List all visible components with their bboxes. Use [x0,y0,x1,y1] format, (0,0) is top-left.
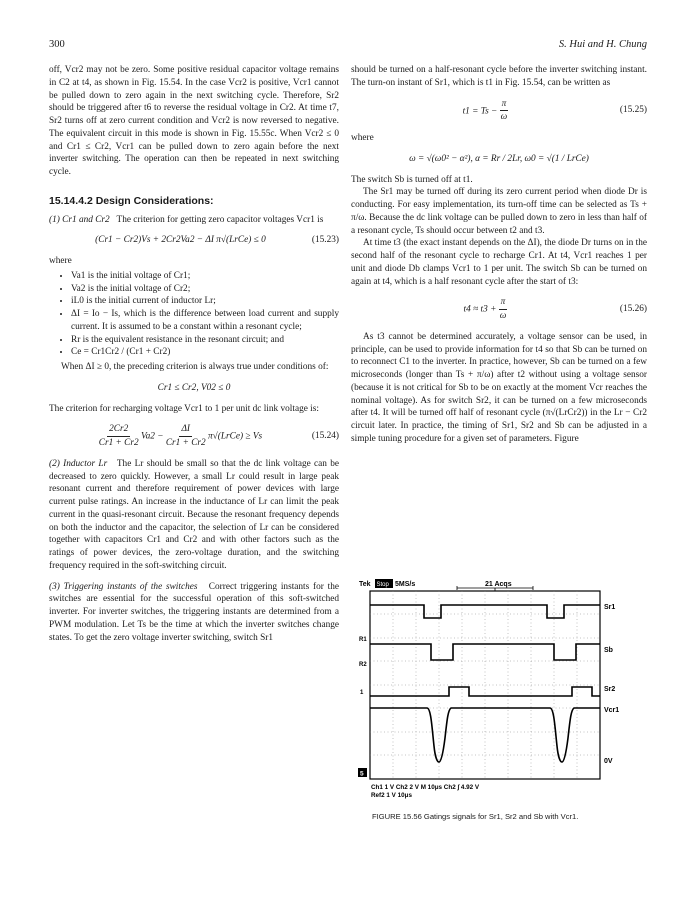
list-item: • Ce = Cr1Cr2 / (Cr1 + Cr2) [71,346,339,359]
symbol-list [49,270,339,359]
equation-body: ω = √(ω0² − α²), α = Rr / 2Lr, ω0 = √(1 / LrCe) [409,153,589,164]
where-label: where [49,256,72,266]
left-paragraph-5: (2) Inductor Lr The Lr should be small so that the dc link voltage can be decreased to zero quickly. However, a small Lr could result in large peak resonant current and therefore requirement of power devices with large current pulse ratings. An increase in the inductance of Lr can limit the peak current in the quasi-resonant circuit. Because the resonant frequency depends on both the inductor and the capacitor, the selection of Lr can be considered together with capacitors Cr1 and Cr2 and with other factors such as the ratings of power devices, the zero-voltage duration, and the switching frequency required in the soft-switching circuit. [49,458,339,571]
equation-15-26 [351,296,647,323]
marker-r1: R1 [359,637,367,643]
fraction: $\frac{\Delta I}{Cr1 + Cr2}$ [165,424,206,448]
equation-15-24 [49,423,339,450]
left-paragraph-4: The criterion for recharging voltage Vcr1 to 1 per unit dc link voltage is: [49,403,319,414]
left-paragraph-3: When ΔI ≥ 0, the preceding criterion is always true under conditions of: [61,362,329,372]
right-paragraph-4: At time t3 (the exact instant depends on the ΔI), the diode Dr turns on in the second half of the resonant cycle to recharge Cr1. At t4, Vcr1 reaches 1 per unit and diode Db clamps Vcr1 to 1 per unit. The switch Sb can be turned on again at t4, which is a half resonant cycle after the start of t3: [351,238,647,287]
where-label: where [351,133,374,143]
equation-body: (Cr1 − Cr2)Vs + 2Cr2Va2 − ΔI π√(LrCe) ≤ 0 [95,235,266,246]
right-paragraph-5: As t3 cannot be determined accurately, a voltage sensor can be used, in principle, can be used to provide information for t4 so that Sb can be turned on to reconnect C1 to the inverter. In practice, however, Sb can be turned on a few microseconds (longer than Ts + π/ω) after t2 without using a voltage sensor (because it is not critical for Sb to be on exactly at the moment Vcr reaches the nominal voltage). As for switch Sr2, it can be turned on a few microseconds after t4. It will be turned off half of resonant cycle (π√(LrCr2)) in the Lr − Cr2 circuit later. In practice, the timing of Sr1, Sr2 and Sb can be adjusted in a simple tuning procedure for a given set of parameters. Figure [351,331,647,444]
label-0v: 0V [604,758,613,765]
equation-15-25 [351,98,647,125]
equation-omega [351,153,647,166]
scope-readout-1: Ch1 1 V Ch2 2 V M 10μs Ch2 ∫ 4.92 V [371,784,480,791]
scope-brand: Tek [359,581,371,588]
left-paragraph-6: (3) Triggering instants of the switches Correct triggering instants for the switches are essential for the successful operation of this soft-switched inverter. For inverter switches, the triggering instants are determined from a PWM modulation. Let Ts be the time at which the inverter switches change states. To get the zero voltage inverter switching, switch Sr1 [49,581,339,643]
running-header-authors: S. Hui and H. Chung [558,39,647,50]
equation-body: t1 = Ts − $\frac{\pi}{\omega}$ [462,98,508,123]
equation-number: (15.24) [311,431,339,442]
left-paragraph-2 [49,214,339,227]
list-item: • ΔI = Io − Is, which is the difference between load current and supply current. It is assumed to be a constant within a resonant cycle; [71,308,339,334]
scope-readout-2: Ref2 1 V 10μs [371,792,412,799]
label-sr2: Sr2 [604,686,616,693]
equation-body: t4 ≈ t3 + $\frac{\pi}{\omega}$ [463,297,507,321]
figure-caption: FIGURE 15.56 Gatings signals for Sr1, Sr2 and Sb with Vcr1. [372,812,579,821]
fraction: $\frac{2Cr2}{Cr1 + Cr2}$ [98,424,139,448]
list-item: • Va2 is the initial voltage of Cr2; [71,283,339,296]
condition-equation [49,382,339,395]
paragraph-text: The criterion for getting zero capacitor voltages Vcr1 is [116,214,324,225]
oscilloscope-figure [357,578,641,810]
label-sb: Sb [604,647,613,654]
left-paragraph-1: off, Vcr2 may not be zero. Some positive residual capacitor voltage remains in C2 at t4, as shown in Fig. 15.54. In the case Vcr2 is positive, Vcr1 cannot be pulled down to zero again in the next switching cycle. Therefore, Sr2 should be triggered after t6 to reverse the residual voltage in Cr2. At time t7, Sr2 turns off at zero current condition and Vcr2 is now reversed to negative. The equivalent circuit in this mode is shown in Fig. 15.55c. When Vcr2 ≤ 0 and Cr1 ≤ Cr2, Vcr1 can be pulled down to zero again before the next inverter switching. The operation can then be repeated in next switching cycle. [49,65,339,177]
page-number: 300 [49,39,65,50]
paragraph-title: (2) Inductor Lr [49,458,108,469]
list-item: • iL0 is the initial current of inductor Lr; [71,295,339,308]
equation-number: (15.25) [619,105,647,116]
paragraph-title: (1) Cr1 and Cr2 [49,214,110,225]
label-vcr1: Vcr1 [604,707,620,714]
right-paragraph-2: The switch Sb is turned off at t1. [351,174,473,185]
list-item: • Rr is the equivalent resistance in the resonant circuit; and [71,334,339,347]
fraction: $\frac{\pi}{\omega}$ [500,98,508,123]
equation-15-23 [49,234,339,247]
left-column [49,64,339,644]
label-sr1: Sr1 [604,604,616,611]
marker-5: 5 [360,770,364,778]
equation-body: $\frac{2Cr2}{Cr1 + Cr2}$ Va2 − $\frac{\Delta I}{Cr1 + Cr2}$ π√(LrCe) ≥ Vs [98,424,263,448]
equation-number: (15.26) [619,304,647,315]
fraction: $\frac{\pi}{\omega}$ [499,297,507,321]
equation-body: Cr1 ≤ Cr2, V02 ≤ 0 [157,382,231,393]
right-paragraph-3: The Sr1 may be turned off during its zero current period when diode Dr is conducting. For easy implementation, its turn-off time can be selected as Ts + π/ω. Because the dc link voltage can be pulled down to zero in less than half of a resonant cycle, Ts should occur between t2 and t3. [351,187,647,236]
equation-number: (15.23) [311,235,339,246]
sample-rate: 5MS/s [395,581,416,588]
acquisitions: 21 Acqs [485,581,512,588]
section-heading: 15.14.4.2 Design Considerations: [49,194,214,207]
paragraph-title: (3) Triggering instants of the switches [49,581,198,592]
marker-r2: R2 [359,662,367,668]
list-item: • Va1 is the initial voltage of Cr1; [71,270,339,283]
marker-ch1: 1 [360,690,364,696]
right-column [351,64,647,446]
run-state: Stop [376,582,389,588]
right-paragraph-1: should be turned on a half-resonant cycle before the inverter switching instant. The turn-on instant of Sr1, which is t1 in Fig. 15.54, can be written as [351,65,647,88]
